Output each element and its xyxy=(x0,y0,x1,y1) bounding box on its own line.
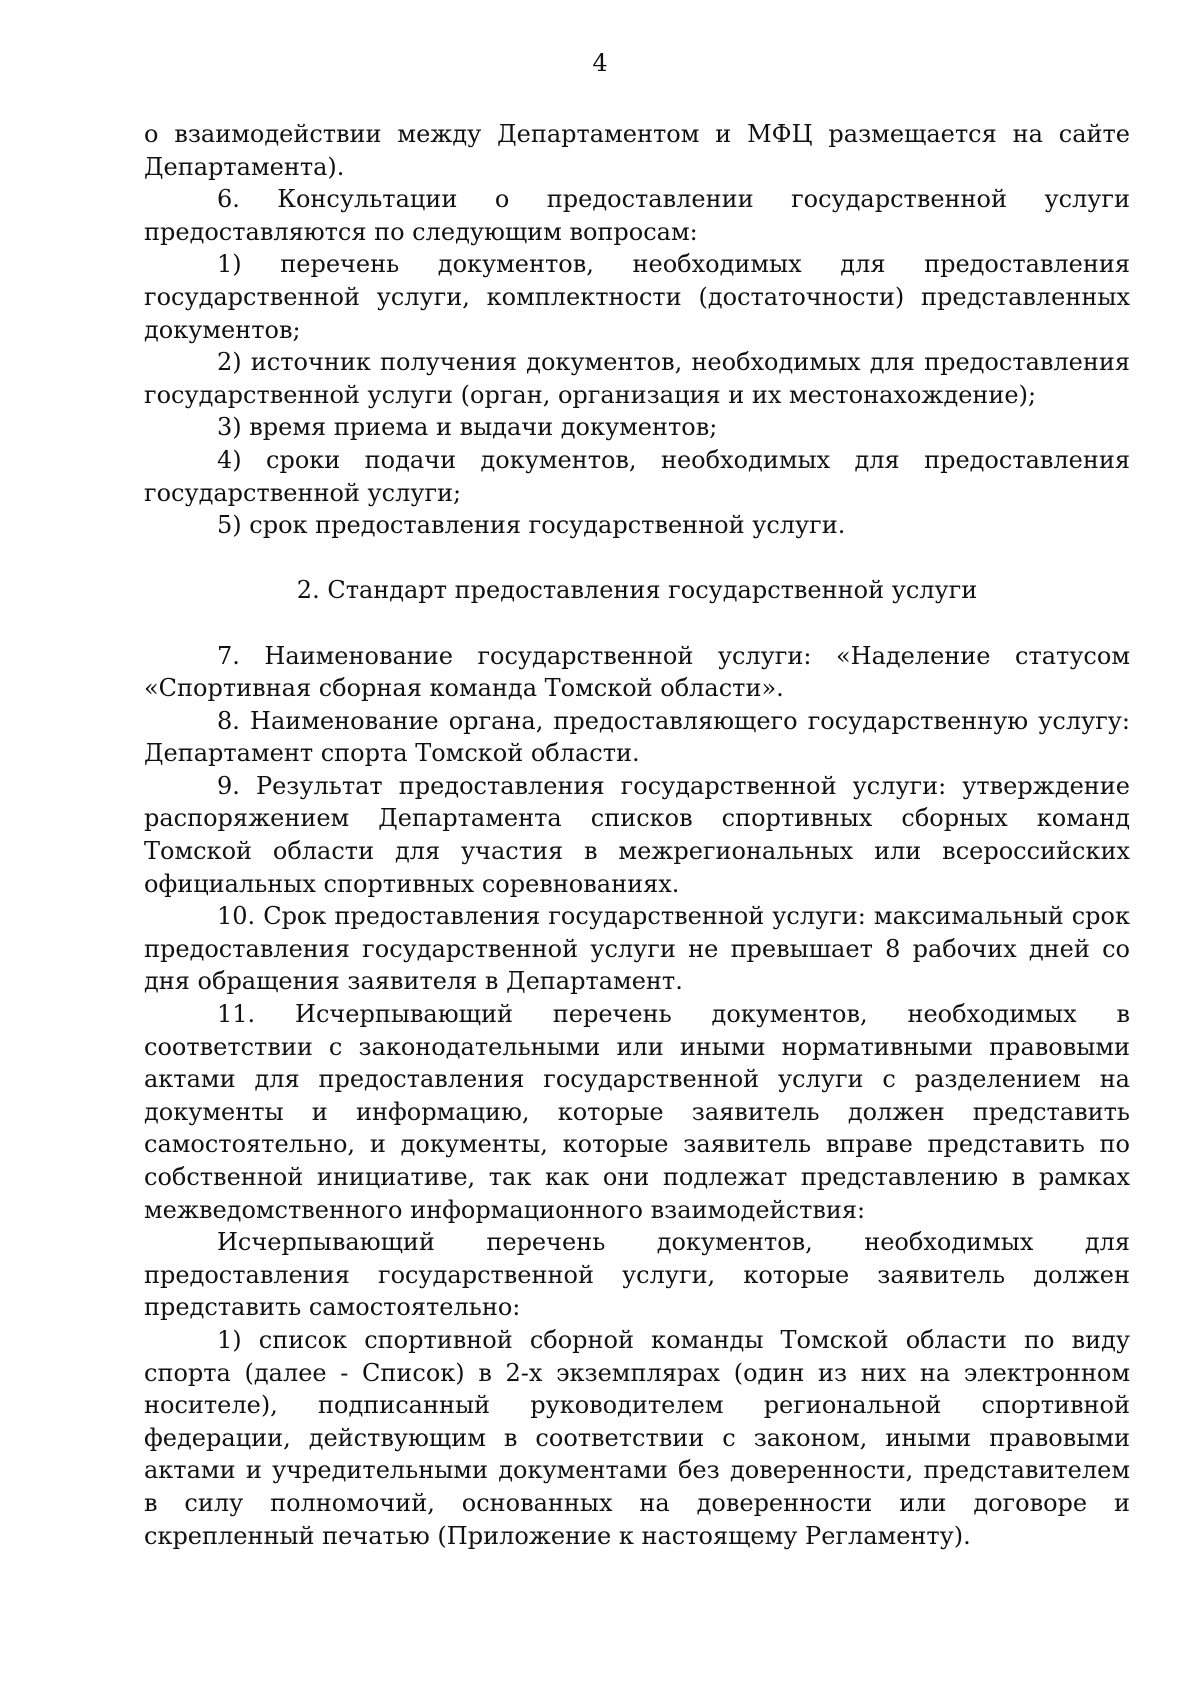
page-number: 4 xyxy=(592,49,608,77)
paragraph-item-11: 11. Исчерпывающий перечень документов, необходимых в соответствии с законодательными или иными нормативными правовыми актами для предоставления государственной услуги с разделением на документы и информацию, которые заявитель должен представить самостоятельно, и документы, которые заявитель вправе представить по собственной инициативе, так как они подлежат представлению в рамках межведомственного информационного взаимодействия: xyxy=(144,1000,1130,1224)
document-body xyxy=(144,118,1130,1552)
paragraph-continuation: о взаимодействии между Департаментом и МФЦ размещается на сайте Департамента). xyxy=(144,120,1130,181)
list-item-5: 5) срок предоставления государственной услуги. xyxy=(217,511,846,540)
paragraph-item-9: 9. Результат предоставления государственной услуги: утверждение распоряжением Департамента списков спортивных сборных команд Томской области для участия в межрегиональных или всероссийских официальных спортивных соревнованиях. xyxy=(144,771,1130,898)
list-item-4: 4) сроки подачи документов, необходимых для предоставления государственной услуги; xyxy=(144,445,1130,507)
paragraph-item-8: 8. Наименование органа, предоставляющего государственную услугу: Департамент спорта Томской области. xyxy=(144,706,1130,768)
list-item-2: 2) источник получения документов, необходимых для предоставления государственной услуги (орган, организация и их местонахождение); xyxy=(144,348,1130,409)
paragraph-item-10: 10. Срок предоставления государственной услуги: максимальный срок предоставления государственной услуги не превышает 8 рабочих дней со дня обращения заявителя в Департамент. xyxy=(144,902,1130,996)
spacer xyxy=(144,542,1130,575)
spacer xyxy=(144,607,1130,640)
list-item-1: 1) перечень документов, необходимых для предоставления государственной услуги, комплектности (достаточности) представленных документов; xyxy=(144,250,1130,344)
section-heading: 2. Стандарт предоставления государственной услуги xyxy=(296,576,978,605)
list-item-3: 3) время приема и выдачи документов; xyxy=(217,413,718,442)
paragraph-item-6: 6. Консультации о предоставлении государственной услуги предоставляются по следующим вопросам: xyxy=(144,185,1130,246)
list-item-document-1: 1) список спортивной сборной команды Томской области по виду спорта (далее - Список) в 2-х экземплярах (один из них на электронном носителе), подписанный руководителем региональной спортивной федерации, действующим в соответствии с законом, иными правовыми актами и учредительными документами без доверенности, представителем в силу полномочий, основанных на доверенности или договоре и скрепленный печатью (Приложение к настоящему Регламенту). xyxy=(144,1325,1130,1550)
paragraph-item-7: 7. Наименование государственной услуги: «Наделение статусом «Спортивная сборная команда Томской области». xyxy=(144,641,1130,703)
paragraph-exhaustive-list: Исчерпывающий перечень документов, необходимых для предоставления государственной услуги, которые заявитель должен представить самостоятельно: xyxy=(144,1228,1130,1322)
